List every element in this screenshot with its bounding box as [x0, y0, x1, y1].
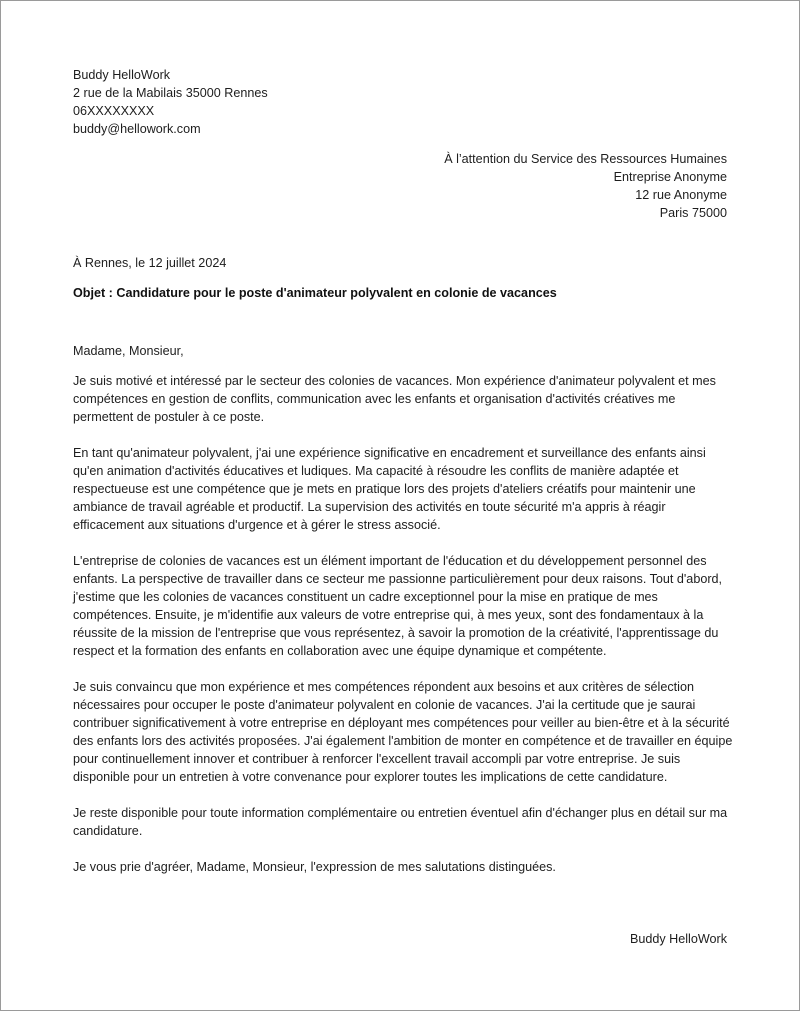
paragraph-experience: En tant qu'animateur polyvalent, j'ai une expérience significative en encadrement et surveillance des enfants ainsi qu'en animation d'activités éducatives et ludiques. Ma capacité à résoudre les conflits de manière adaptée et respectueuse est une compétence que je mets en pratique lors des projets d'ateliers créatifs pour maintenir une ambiance de travail agréable et productif. La supervision des activités en toute sécurité m'a appris à réagir efficacement aux situations d'urgence et à gérer le stress associé. [73, 446, 706, 532]
letter-date: À Rennes, le 12 juillet 2024 [73, 256, 227, 270]
recipient-street: 12 rue Anonyme [635, 188, 727, 202]
paragraph-conviction: Je suis convaincu que mon expérience et mes compétences répondent aux besoins et aux critères de sélection nécessaires pour occuper le poste d'animateur polyvalent en colonie de vacances. J'ai la certitude que je saurai contribuer significativement à votre entreprise en déployant mes compétences pour veiller au bien-être et à la sécurité des enfants lors des activités proposées. J'ai également l'ambition de monter en compétence et de travailler en équipe pour continuellement innover et contribuer à renforcer l'excellent travail accompli par votre entreprise. Je suis disponible pour un entretien à votre convenance pour explorer toutes les implications de cette candidature. [73, 680, 733, 784]
paragraph-availability: Je reste disponible pour toute information complémentaire ou entretien éventuel afin d'échanger plus en détail sur ma candidature. [73, 806, 728, 838]
paragraph-motivation: L'entreprise de colonies de vacances est un élément important de l'éducation et du développement personnel des enfants. La perspective de travailler dans ce secteur me passionne particulièrement pour deux raisons. Tout d'abord, j'estime que les colonies de vacances constituent un cadre exceptionnel pour la mise en pratique de mes compétences. Ensuite, je m'identifie aux valeurs de votre entreprise qui, à mes yeux, sont des fondamentaux à la réussite de la mission de l'entreprise que vous représentez, à savoir la promotion de la créativité, l'apprentissage du respect et la formation des enfants en collaboration avec une équipe dynamique et compétente. [73, 554, 723, 658]
recipient-attention: À l’attention du Service des Ressources Humaines [444, 152, 727, 166]
recipient-city: Paris 75000 [659, 206, 727, 220]
paragraph-intro: Je suis motivé et intéressé par le secteur des colonies de vacances. Mon expérience d'animateur polyvalent et mes compétences en gestion de conflits, communication avec les enfants et organisation d'activités créatives me permettent de postuler à ce poste. [73, 374, 716, 424]
signature: Buddy HelloWork [629, 932, 727, 946]
recipient-block [444, 150, 727, 222]
sender-address: 2 rue de la Mabilais 35000 Rennes [73, 86, 268, 100]
sender-name: Buddy HelloWork [73, 68, 171, 82]
letter-body [73, 342, 733, 894]
sender-phone: 06XXXXXXXX [73, 104, 155, 118]
paragraph-closing: Je vous prie d'agréer, Madame, Monsieur, l'expression de mes salutations distinguées. [73, 860, 556, 874]
sender-email: buddy@hellowork.com [73, 122, 201, 136]
sender-block [73, 66, 268, 138]
recipient-company: Entreprise Anonyme [613, 170, 727, 184]
letter-subject: Objet : Candidature pour le poste d'animateur polyvalent en colonie de vacances [73, 286, 557, 300]
greeting: Madame, Monsieur, [73, 344, 184, 358]
